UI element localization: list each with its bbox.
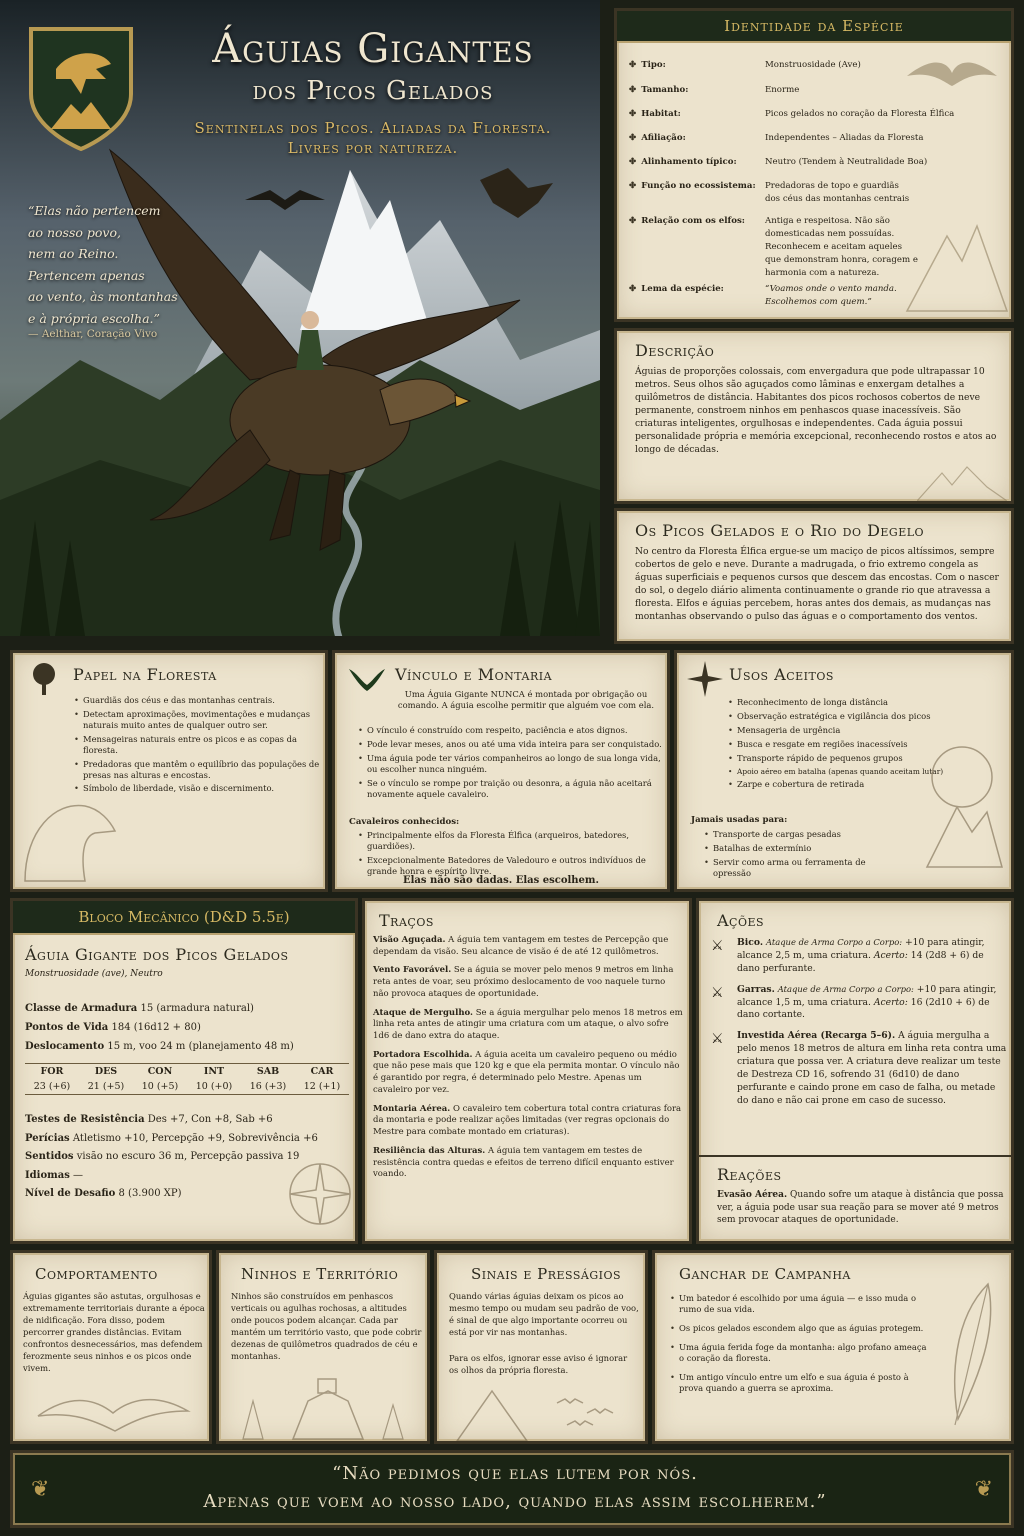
stat-label: Idiomas [25,1169,70,1181]
list-item: • Mensageria de urgência [727,725,947,736]
trait-name: Ataque de Mergulho. [373,1007,473,1018]
reaction-item [717,1189,1005,1227]
feather-icon [943,1279,1003,1429]
list-item: • Um batedor é escolhido por uma águia — e isso muda o rumo de sua vida. [669,1293,929,1315]
list-item: • Reconhecimento de longa distância [727,697,947,708]
stat-value: 8 (3.900 XP) [118,1188,182,1199]
footer-quote-line: “Não pedimos que elas lutem por nós. [332,1463,698,1484]
action-type: Ataque de Arma Corpo a Corpo: [777,983,914,994]
action-hit: Acerto: [873,949,908,961]
ability-name: DES [94,1066,118,1077]
eagle-silhouette-icon [902,51,1002,101]
ability-name: CAR [310,1066,334,1077]
list-item: • Uma águia ferida foge da montanha: algo profano ameaça o coração da floresta. [669,1342,929,1364]
action-hit: Acerto: [873,996,908,1008]
identity-key: Tamanho: [641,85,689,95]
leaf-icon: ✤ [629,133,637,143]
stat-label: Classe de Armadura [25,1003,138,1014]
nests-text: Ninhos são construídos em penhascos verticais ou agulhas rochosas, a altitudes onde poucos podem alcançar. Cada par mantém um território vasto, que pode cobrir dezenas de quilômetros quadrados de céu e montanhas. [231,1291,422,1361]
description-text: Águias de proporções colossais, com envergadura que pode ultrapassar 10 metros. Seus olhos são aguçados como lâminas e enxergam detalhes a quilômetros de distância. Habitantes dos picos rochosos cobertos de neve permanente, constroem ninhos em penhascos quase inacessíveis. São criaturas inteligentes, orgulhosas e independentes. Cada águia possui personalidade própria e memória excepcional, reconhecendo rostos e atos ao longo de décadas. [635,366,997,456]
identity-key: Lema da espécie: [641,284,724,294]
ability-name: SAB [256,1066,280,1077]
stat-label: Testes de Resistência [25,1114,145,1125]
identity-panel [614,8,1014,322]
page-title: Águias Gigantes [212,26,534,72]
crossed-swords-icon: ⚔ [711,938,724,954]
action-type: Ataque de Arma Corpo a Corpo: [765,937,903,947]
peaks-panel [614,508,1014,644]
trait-item [373,1146,683,1181]
crossed-swords-icon: ⚔ [711,984,724,1001]
action-name: Investida Aérea (Recarga 5–6). [737,1030,896,1042]
trait-item [373,965,683,1000]
uses-panel [674,650,1014,892]
nests-title: Ninhos e Território [241,1265,399,1283]
omens-title: Sinais e Presságios [471,1265,622,1283]
trait-text: Se a águia mergulhar pelo menos 18 metros em linha reta antes de atingir uma criatura com um ataque, o alvo sofre 1d6 de dano extra do ataque. [373,1007,683,1042]
challenge-rating [25,1185,318,1204]
identity-key: Relação com os elfos: [641,216,745,226]
action-text: A águia mergulha a pelo menos 18 metros de altura em linha reta contra uma criatura que possa ver. A criatura deve realizar um teste de Destreza CD 16, sofrendo 31 (6d10) de dano perfurante e caindo prone em caso de falha, ou metade do dano e não cai prone em caso de sucesso. [737,1030,1007,1106]
trait-item [373,1050,683,1097]
identity-value: Independentes – Aliadas da Floresta [765,133,924,143]
list-item: • Predadoras que mantêm o equilíbrio das populações de presas nas alturas e encostas. [73,759,323,781]
tree-icon [27,661,61,697]
behavior-text: Águias gigantes são astutas, orgulhosas e extremamente territoriais durante a época de nidificação. Fora disso, podem percorrer grandes distâncias. Evitam confrontos desnecessários, mas defendem ferozmente seus ninhos e os picos onde vivem. [23,1291,205,1373]
list-item: • Uma águia pode ter vários companheiros ao longo de sua longa vida, ou escolher nunca ninguém. [357,753,663,775]
stat-block-panel [10,898,358,1244]
trait-text: A águia tem vantagem em testes de resistência contra quedas e efeitos de terreno difícil enquanto estiver voando. [373,1145,674,1180]
list-item: • Transporte de cargas pesadas [703,829,903,840]
description-title: Descrição [635,341,715,360]
stat-value: Atletismo +10, Percepção +9, Sobrevivência +6 [72,1132,318,1144]
action-item [711,1030,1007,1107]
campaign-hooks-list [669,1293,929,1401]
list-item: • Zarpe e cobertura de retirada [727,779,947,790]
ability-value: 12 (+1) [303,1081,341,1092]
actions-list [711,937,1007,1116]
uses-list [727,697,947,793]
core-stats [25,999,294,1056]
bond-list [357,725,663,803]
eagle-crest-shield-icon [26,24,136,154]
reaction-text: Quando sofre um ataque à distância que possa ver, a águia pode usar sua reação para se mover até 9 metros sem provocar ataques de oportunidade. [717,1190,1004,1226]
leaf-icon: ✤ [629,216,637,226]
quote-line: nem ao Reino. [28,246,119,261]
identity-value: “Voamos onde o vento manda. Escolhemos com quem.” [765,284,897,307]
compass-rose-icon [285,1159,355,1229]
leaf-icon: ✤ [629,109,637,119]
trait-name: Visão Aguçada. [373,935,446,945]
leaf-icon: ✤ [629,181,637,191]
trait-name: Portadora Escolhida. [373,1049,473,1060]
laurel-right-icon: ❦ [974,1477,993,1502]
identity-key: Afiliação: [641,133,686,143]
ornamental-eagle-mountain-icon [917,737,1007,877]
action-text: +10 para atingir, alcance 2,5 m, uma criatura. [737,937,985,961]
ability-name: FOR [40,1066,64,1077]
stat-label: Pontos de Vida [25,1022,109,1033]
skills [25,1130,318,1149]
identity-value: Predadoras de topo e guardiãs dos céus das montanhas centrais [765,181,910,204]
traits-list [373,935,683,1188]
trait-text: A águia aceita um cavaleiro pequeno ou médio que não pese mais que 120 kg e que ela permita montar. O vínculo não é garantido por regra, é determinado pelo Mestre. Apenas um cavaleiro por vez. [373,1049,680,1095]
known-riders-list [357,830,663,880]
list-item: • Símbolo de liberdade, visão e discernimento. [73,783,323,794]
description-panel [614,328,1014,504]
quote-line: Pertencem apenas [28,267,145,283]
mountain-sketch-icon [917,463,1007,503]
reaction-name: Evasão Aérea. [717,1190,788,1200]
ability-name: INT [203,1066,225,1077]
nests-panel [216,1250,430,1444]
laurel-left-icon: ❦ [31,1477,50,1502]
leaf-icon: ✤ [629,60,637,70]
list-item: • Se o vínculo se rompe por traição ou desonra, a águia não aceitará novamente aquele cavaleiro. [357,778,663,800]
speed [25,1037,294,1056]
quote-line: ao vento, às montanhas [28,289,178,304]
stat-value: Des +7, Con +8, Sab +6 [147,1114,273,1125]
omens-text-1: Quando várias águias deixam os picos ao mesmo tempo ou mudam seu padrão de voo, é sinal de que algo importante ocorreu ou está por vir nas montanhas. [449,1291,639,1337]
action-item [711,984,1007,1023]
role-panel [10,650,328,892]
identity-value: Antiga e respeitosa. Não são domesticadas nem possuídas. Reconhecem e aceitam aqueles que demonstram honra, coragem e harmonia com a natureza. [765,216,918,278]
compass-star-icon [687,661,723,697]
trait-item [373,1008,683,1043]
footer-quote-line: Apenas que voem ao nosso lado, quando elas assim escolherem.” [203,1491,827,1512]
peaks-text: No centro da Floresta Élfica ergue-se um maciço de picos altíssimos, sempre cobertos de gelo e neve. Durante a madrugada, o frio extremo congela as águas superficiais e pequenos cursos que descem das encostas. Com o nascer do sol, o degelo diário alimenta continuamente o grande rio que atravessa a floresta. Elfos e águias percebem, horas antes dos demais, as mudanças nas montanhas observando o pulso das águas e o comportamento dos ventos. [635,546,999,623]
stat-value: — [73,1169,84,1181]
list-item: • Guardiãs dos céus e das montanhas centrais. [73,695,323,706]
trait-text: O cavaleiro tem cobertura total contra criaturas fora da montaria e pode realizar ações limitadas (ver regras opcionais do Mestre para combate montado em criaturas). [373,1103,682,1138]
armor-class [25,999,294,1018]
action-damage: 14 (2d8 + 6) de dano perfurante. [737,949,984,974]
eagle-flying-sketch-icon [33,1381,193,1441]
quote-author: — Aelthar, Coração Vivo [28,328,158,340]
trait-text: Se a águia se mover pelo menos 9 metros em linha reta antes de voar, seu próximo deslocamento de voo naquele turno não provoca ataques de oportunidade. [373,965,674,999]
page-subtitle: dos Picos Gelados [252,76,494,106]
stat-label: Deslocamento [25,1041,105,1052]
campaign-hooks-title: Ganchar de Campanha [679,1265,851,1283]
ability-value: 16 (+3) [249,1081,287,1092]
stat-label: Sentidos [25,1151,74,1162]
list-item: • Busca e resgate em regiões inacessíveis [727,739,947,750]
trait-item [373,935,683,958]
campaign-hooks-panel [652,1250,1014,1444]
senses [25,1148,318,1167]
reactions-title: Reações [717,1165,782,1184]
omens-text-2: Para os elfos, ignorar esse aviso é ignorar os olhos da própria floresta. [449,1353,628,1375]
trait-name: Resiliência das Alturas. [373,1145,486,1156]
stat-value: 15 (armadura natural) [140,1003,254,1014]
hero-quote [28,200,178,329]
role-title: Papel na Floresta [73,665,217,684]
uses-title: Usos Aceitos [729,665,834,684]
list-item: • Excepcionalmente Batedores de Valedouro e outros indivíduos de grande honra e espírito livre. [357,855,663,877]
action-text: +10 para atingir, alcance 1,5 m, uma criatura. [737,983,997,1008]
quote-line: “Elas não pertencem [28,203,161,218]
crossed-swords-icon: ⚔ [711,1031,724,1048]
identity-key: Função no ecossistema: [641,181,756,191]
action-name: Garras. [737,983,775,995]
creature-name: Águia Gigante dos Picos Gelados [25,945,289,964]
ability-value: 21 (+5) [87,1081,125,1092]
stat-value: visão no escuro 36 m, Percepção passiva 19 [76,1151,300,1162]
list-item: • Servir como arma ou ferramenta de opressão [703,857,903,879]
tagline [150,118,596,159]
tagline-line: Sentinelas dos Picos. Aliadas da Floresta. [194,119,552,137]
identity-key: Habitat: [641,109,681,119]
mountain-birds-sketch-icon [447,1383,637,1443]
stat-block-title: Bloco Mecânico (D&D 5.5e) [13,901,355,935]
list-item: • Principalmente elfos da Floresta Élfica (arqueiros, batedores, guardiões). [357,830,663,852]
cliff-fortress-sketch-icon [233,1371,413,1441]
ability-value: 10 (+0) [195,1081,233,1092]
traits-panel [362,898,692,1244]
creature-subtitle: Monstruosidade (ave), Neutro [25,969,163,979]
bond-title: Vínculo e Montaria [395,665,553,684]
leaf-icon: ✤ [629,284,637,294]
tagline-line: Livres por natureza. [287,139,459,158]
trait-name: Montaria Aérea. [373,1103,451,1114]
ability-name: CON [147,1066,173,1077]
identity-title: Identidade da Espécie [617,11,1011,43]
list-item: • Um antigo vínculo entre um elfo e sua águia é posto à prova quando a guerra se aproxima. [669,1372,929,1394]
known-riders-title: Cavaleiros conhecidos: [349,817,460,827]
trait-item [373,1104,683,1139]
action-name: Bico. [737,937,764,948]
trait-name: Vento Favorável. [373,965,452,976]
never-used-title: Jamais usadas para: [691,815,788,825]
list-item: • Observação estratégica e vigilância dos picos [727,711,947,722]
identity-key: Tipo: [641,60,666,70]
peaks-title: Os Picos Gelados e o Rio do Degelo [635,521,925,540]
eagle-head-sketch-icon [15,781,125,891]
identity-value: Enorme [765,85,800,95]
languages [25,1167,318,1186]
actions-panel [696,898,1014,1244]
footer-quote-banner [10,1450,1014,1528]
handshake-wings-icon [347,663,387,693]
hit-points [25,1018,294,1037]
list-item: • Batalhas de extermínio [703,843,903,854]
omens-panel [434,1250,648,1444]
action-item [711,937,1007,976]
identity-value: Picos gelados no coração da Floresta Élfica [765,109,955,119]
behavior-title: Comportamento [35,1265,158,1283]
quote-line: e à própria escolha.” [28,310,160,326]
list-item: • Mensageiras naturais entre os picos e as copas da floresta. [73,734,323,756]
stat-value: 15 m, voo 24 m (planejamento 48 m) [107,1041,294,1052]
stat-value: 184 (16d12 + 80) [111,1022,201,1033]
list-item: • Detectam aproximações, movimentações e mudanças naturais muito antes de qualquer outro ser. [73,709,323,731]
identity-value: Monstruosidade (Ave) [765,60,861,70]
never-used-list [703,829,903,882]
list-item: • Apoio aéreo em batalha (apenas quando aceitam lutar) [727,767,947,777]
hero-banner [0,0,600,636]
identity-value: Neutro (Tendem à Neutralidade Boa) [765,157,928,167]
bond-panel [332,650,670,892]
list-item: • Os picos gelados escondem algo que as águias protegem. [669,1323,929,1334]
trait-text: A águia tem vantagem em testes de Percepção que dependam da visão. Seu alcance de visão é de até 12 quilômetros. [373,935,669,957]
identity-key: Alinhamento típico: [641,157,737,167]
actions-title: Ações [717,911,765,930]
leaf-icon: ✤ [629,85,637,95]
section-divider [699,1155,1011,1157]
bond-closing: Elas não são dadas. Elas escolhem. [403,875,599,886]
leaf-icon: ✤ [629,157,637,167]
list-item: • O vínculo é construído com respeito, paciência e atos dignos. [357,725,663,736]
secondary-stats [25,1111,318,1204]
stat-label: Nível de Desafio [25,1188,116,1199]
traits-title: Traços [379,911,434,930]
bond-intro: Uma Águia Gigante NUNCA é montada por obrigação ou comando. A águia escolhe permitir que alguém voe com ela. [397,689,655,711]
ability-scores-table [25,1063,349,1095]
action-damage: 16 (2d10 + 6) de dano cortante. [737,996,990,1021]
behavior-panel [10,1250,212,1444]
stat-label: Perícias [25,1132,70,1144]
list-item: • Pode levar meses, anos ou até uma vida inteira para ser conquistado. [357,739,663,750]
ability-value: 10 (+5) [141,1081,179,1092]
list-item: • Transporte rápido de pequenos grupos [727,753,947,764]
ability-value: 23 (+6) [33,1081,71,1092]
saving-throws [25,1111,318,1130]
quote-line: ao nosso povo, [28,224,121,240]
